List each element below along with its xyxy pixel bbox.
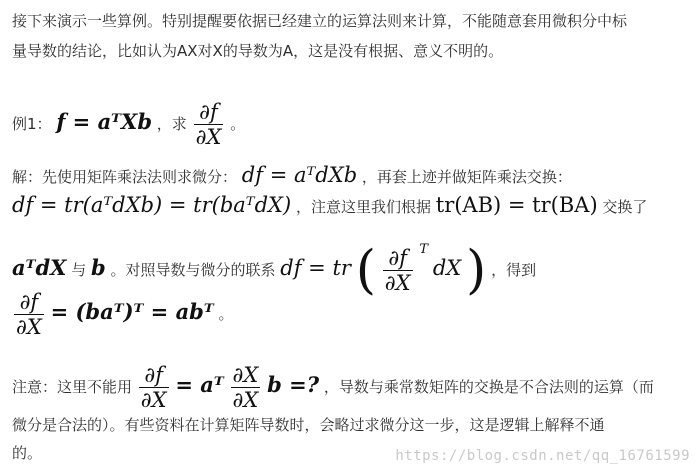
solution-text-2b: 交换了 xyxy=(602,198,648,216)
result-fraction xyxy=(14,290,44,339)
example-ask: ，求 xyxy=(156,115,187,133)
note-frac1-num: ∂f xyxy=(139,363,169,388)
result-frac-num: ∂f xyxy=(14,290,44,315)
intro-line-1: 接下来演示一些算例。特别提醒要依据已经建立的运算法则来计算，不能随意套用微积分中标 xyxy=(12,12,628,30)
result-frac-den: ∂X xyxy=(16,315,42,339)
solution-formula-3a: aᵀdX xyxy=(12,255,67,280)
note-line-2: 微分是合法的）。有些资料在计算矩阵导数时，会略过求微分这一步，这是逻辑上解释不通 xyxy=(12,416,605,434)
solution-text-3: 。对照导数与微分的联系 xyxy=(110,261,276,279)
example-end: 。 xyxy=(230,115,246,133)
solution-line-2 xyxy=(12,190,647,222)
note-text-1: ，导数与乘常数矩阵的交换是不合法则的运算（而 xyxy=(323,378,654,396)
solution-line-1 xyxy=(12,162,572,190)
example-label: 例1： xyxy=(12,115,52,133)
solution-frac-num: ∂f xyxy=(383,246,413,271)
example-frac-den: ∂X xyxy=(195,125,222,149)
solution-formula-df: df = tr xyxy=(280,256,351,280)
note-label: 注意：这里不能用 xyxy=(12,378,133,396)
solution-fraction xyxy=(383,246,413,295)
solution-formula-dx: dX xyxy=(432,256,462,280)
solution-text-end: ，得到 xyxy=(491,261,537,279)
note-line-1 xyxy=(12,358,654,414)
result-end: 。 xyxy=(218,305,234,323)
note-tail: b =? xyxy=(267,372,320,397)
transpose-sup: T xyxy=(419,242,429,257)
note-eq: = aᵀ xyxy=(175,372,224,397)
right-paren: ) xyxy=(466,240,487,301)
note-frac1-den: ∂X xyxy=(140,388,167,412)
example-fraction xyxy=(194,100,224,149)
solution-formula-1: df = aᵀdXb xyxy=(241,163,358,187)
example-formula: f = aᵀXb xyxy=(56,109,153,134)
solution-formula-2b: tr(AB) = tr(BA) xyxy=(435,193,598,217)
example-1-line xyxy=(12,96,245,150)
note-fraction-1 xyxy=(139,363,169,412)
result-rhs: = (baᵀ)ᵀ = abᵀ xyxy=(50,299,214,324)
note-frac2-num: ∂X xyxy=(232,363,259,387)
note-fraction-2 xyxy=(231,363,261,412)
solution-text-2: ，注意这里我们根据 xyxy=(295,198,431,216)
note-frac2-den: ∂X xyxy=(232,388,259,412)
solution-frac-den: ∂X xyxy=(384,271,411,295)
example-frac-num: ∂f xyxy=(194,100,224,125)
intro-line-2: 量导数的结论，比如认为AX对X的导数为A，这是没有根据、意义不明的。 xyxy=(12,42,504,60)
result-line xyxy=(12,284,234,342)
watermark: https://blog.csdn.net/qq_16761599 xyxy=(395,448,690,464)
note-line-3: 的。 xyxy=(12,444,43,462)
solution-formula-3b: b xyxy=(91,255,106,280)
left-paren: ( xyxy=(355,240,376,301)
solution-text-1b: ，再套上迹并做矩阵乘法交换： xyxy=(361,168,572,186)
solution-text-and: 与 xyxy=(71,261,87,279)
solution-text-1: 解：先使用矩阵乘法法则求微分： xyxy=(12,168,238,186)
solution-formula-2: df = tr(aᵀdXb) = tr(baᵀdX) xyxy=(12,193,292,217)
